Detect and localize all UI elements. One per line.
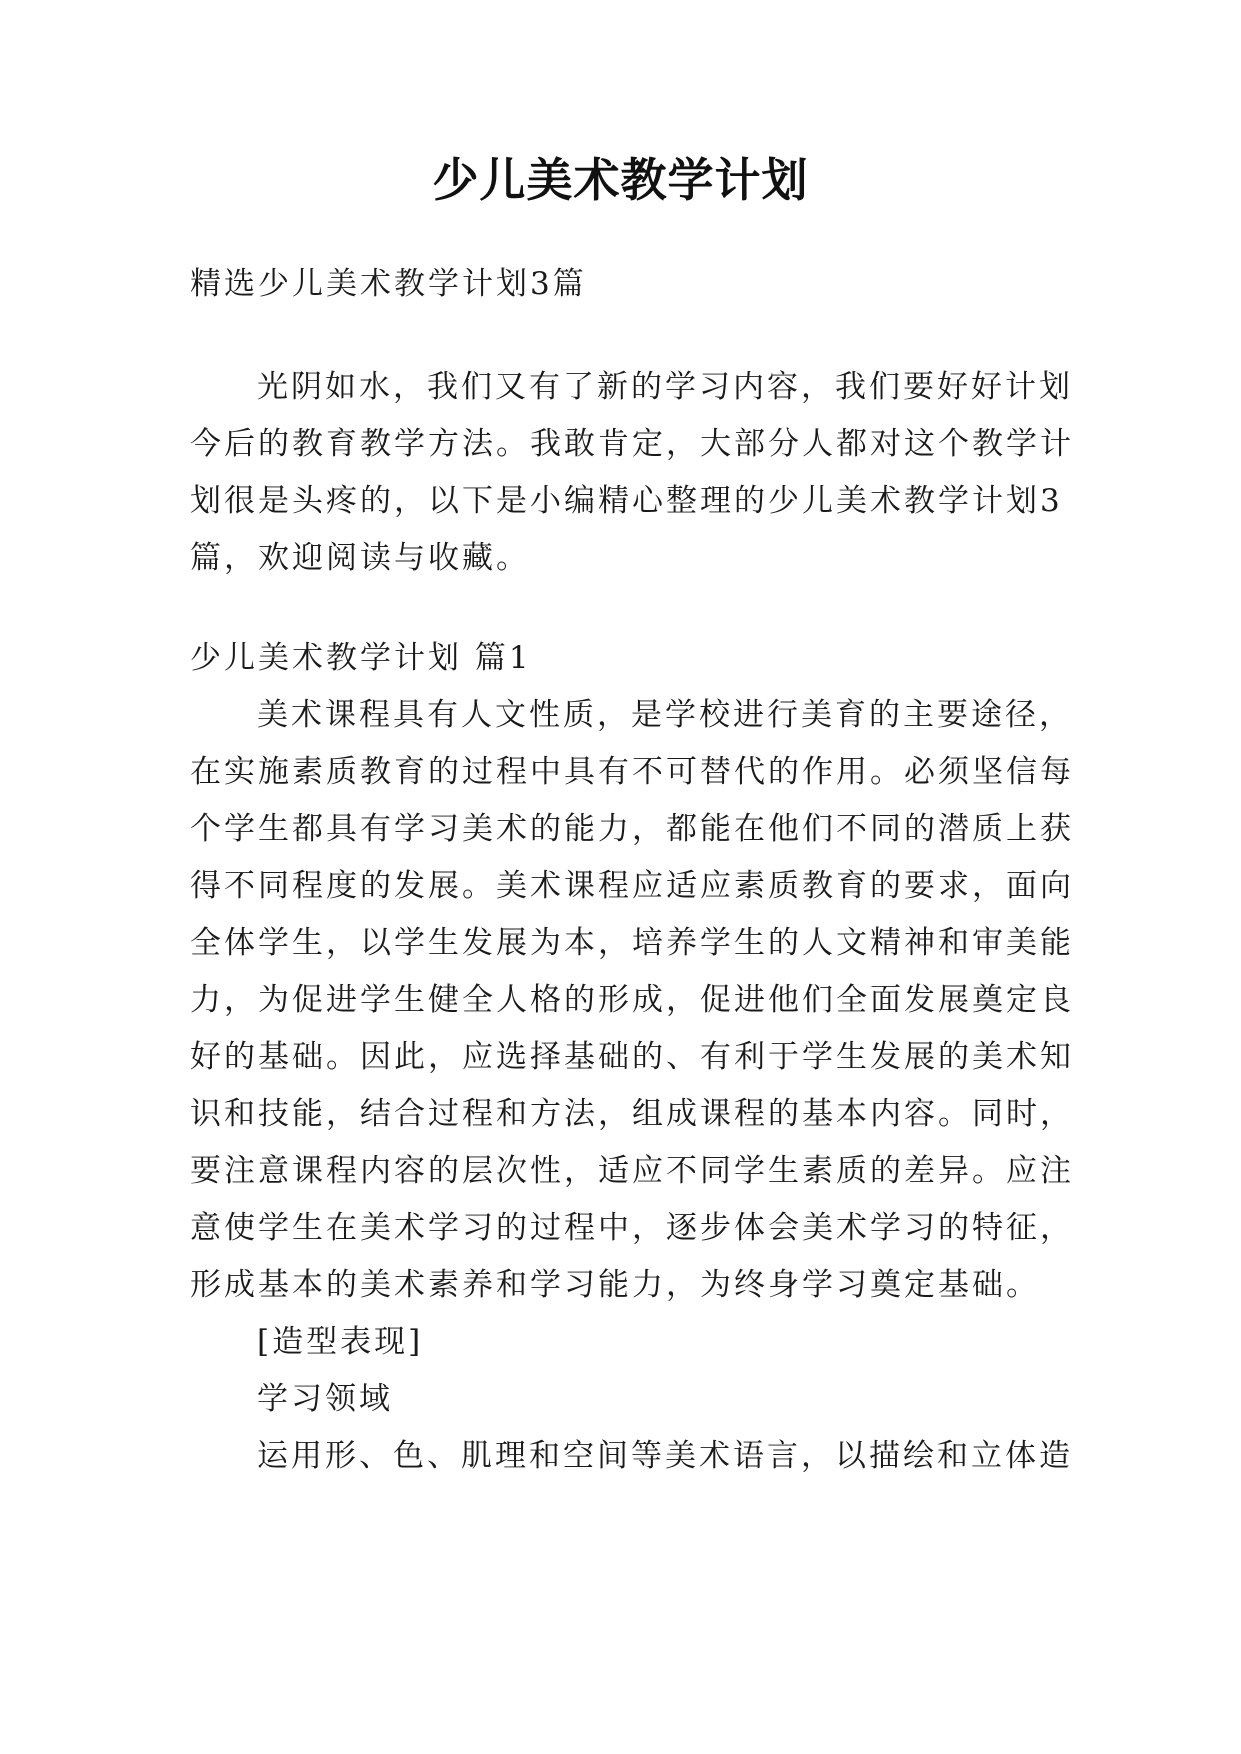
field-heading: 学习领域	[257, 1381, 393, 1417]
body-line-5: 全体学生，以学生发展为本，培养学生的人文精神和审美能	[190, 925, 1074, 961]
body-line-7: 好的基础。因此，应选择基础的、有利于学生发展的美术知	[190, 1039, 1074, 1075]
document-title: 少儿美术教学计划	[432, 153, 809, 207]
body-last-line: 运用形、色、肌理和空间等美术语言，以描绘和立体造	[257, 1438, 1073, 1474]
intro-line-3: 划很是头疼的，以下是小编精心整理的少儿美术教学计划3	[190, 483, 1063, 519]
bracket-heading: [造型表现]	[257, 1324, 424, 1360]
intro-line-2: 今后的教育教学方法。我敢肯定，大部分人都对这个教学计	[190, 426, 1074, 462]
body-line-3: 个学生都具有学习美术的能力，都能在他们不同的潜质上获	[190, 811, 1074, 847]
body-line-11: 形成基本的美术素养和学习能力，为终身学习奠定基础。	[190, 1267, 1040, 1303]
intro-line-4: 篇，欢迎阅读与收藏。	[190, 540, 530, 576]
body-line-9: 要注意课程内容的层次性，适应不同学生素质的差异。应注	[190, 1153, 1074, 1189]
body-line-1: 美术课程具有人文性质，是学校进行美育的主要途径，	[257, 697, 1073, 733]
intro-line-1: 光阴如水，我们又有了新的学习内容，我们要好好计划	[257, 369, 1073, 405]
body-line-4: 得不同程度的发展。美术课程应适应素质教育的要求，面向	[190, 868, 1074, 904]
section-heading: 少儿美术教学计划 篇1	[190, 640, 532, 676]
document-subtitle: 精选少儿美术教学计划3篇	[190, 266, 587, 302]
body-line-8: 识和技能，结合过程和方法，组成课程的基本内容。同时，	[190, 1096, 1074, 1132]
body-line-2: 在实施素质教育的过程中具有不可替代的作用。必须坚信每	[190, 754, 1074, 790]
body-line-6: 力，为促进学生健全人格的形成，促进他们全面发展奠定良	[190, 982, 1074, 1018]
body-line-10: 意使学生在美术学习的过程中，逐步体会美术学习的特征，	[190, 1210, 1074, 1246]
